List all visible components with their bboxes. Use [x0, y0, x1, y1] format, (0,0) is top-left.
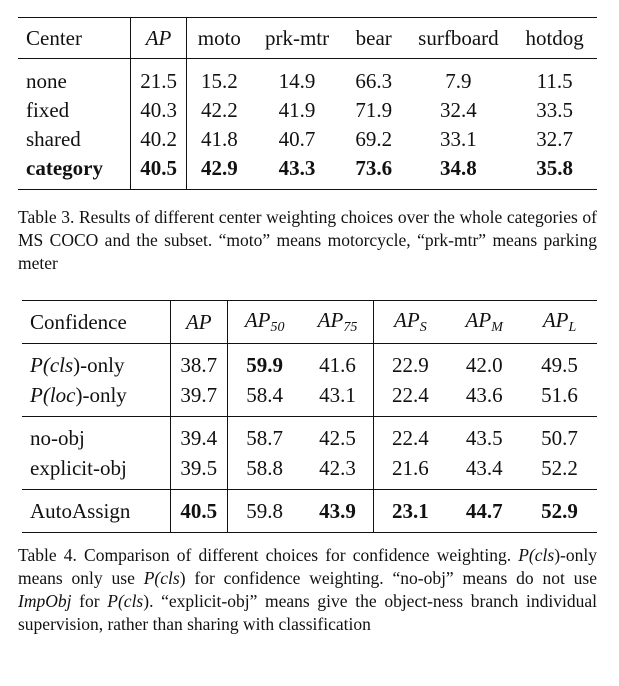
- cell: 40.3: [130, 96, 187, 125]
- header-confidence: Confidence: [22, 301, 170, 344]
- cell: 41.6: [302, 344, 374, 381]
- cell: 7.9: [445, 69, 472, 93]
- cell: 59.9: [246, 352, 284, 377]
- table-row: [22, 490, 597, 533]
- table-3: [18, 17, 597, 190]
- table-row: [18, 154, 597, 190]
- cell: 32.4: [440, 98, 477, 122]
- cell: 43.6: [465, 382, 503, 407]
- header-moto: moto: [197, 25, 241, 50]
- table-row: [22, 417, 597, 454]
- cell: 41.9: [278, 98, 316, 122]
- cell: 58.8: [246, 455, 284, 480]
- row-label: category: [18, 154, 130, 190]
- cell: 40.7: [278, 127, 316, 151]
- header-ap50: $AP_{50}$: [244, 308, 285, 335]
- table-row: [22, 453, 597, 490]
- cell: 44.7: [465, 498, 503, 523]
- row-label: fixed: [18, 96, 130, 125]
- row-label: P(loc)-only: [22, 380, 170, 417]
- header-prk-mtr: prk-mtr: [264, 25, 330, 50]
- cell: 42.5: [302, 417, 374, 454]
- cell: 43.1: [302, 380, 374, 417]
- cell: 21.5: [130, 59, 187, 97]
- cell: 42.0: [465, 352, 503, 377]
- header-aps: $AP_S$: [394, 308, 427, 335]
- cell: 41.8: [200, 127, 238, 151]
- cell: 40.2: [130, 125, 187, 154]
- cell: 42.9: [200, 156, 238, 180]
- cell: 22.4: [391, 425, 429, 450]
- table-row: [22, 344, 597, 381]
- row-label: no-obj: [22, 417, 170, 454]
- row-label: none: [18, 59, 130, 97]
- table-4-caption: Table 4. Comparison of different choices for confidence weighting. P(cls)-only means only use P(cls) for confidence weighting. “no-obj” means do not use ImpObj for P(cls). “explicit-obj” means give the object-ness branch individual supervision, rather than sharing with classification: [18, 545, 598, 634]
- cell: 71.9: [355, 98, 393, 122]
- row-label: P(cls)-only: [22, 344, 170, 381]
- row-label: shared: [18, 125, 130, 154]
- table-row: [22, 380, 597, 417]
- header-apl: $AP_L$: [542, 308, 577, 335]
- table-row: [18, 96, 597, 125]
- cell: 69.2: [355, 127, 393, 151]
- table-3-header-row: [18, 18, 597, 59]
- cell: 40.5: [170, 490, 227, 533]
- cell: 52.9: [541, 498, 578, 523]
- cell: 43.9: [302, 490, 374, 533]
- header-surfboard: surfboard: [418, 25, 499, 50]
- header-ap75: $AP_{75}$: [302, 301, 374, 344]
- cell: 14.9: [278, 69, 316, 93]
- header-apm: $AP_M$: [465, 308, 503, 335]
- header-ap: AP: [130, 18, 187, 59]
- cell: 73.6: [355, 156, 393, 180]
- cell: 39.7: [170, 380, 227, 417]
- cell: 22.9: [391, 352, 429, 377]
- cell: 50.7: [541, 425, 578, 450]
- header-bear: bear: [355, 25, 392, 50]
- cell: 58.7: [246, 425, 284, 450]
- cell: 52.2: [541, 455, 578, 480]
- cell: 59.8: [246, 498, 284, 523]
- cell: 42.3: [302, 453, 374, 490]
- row-label: explicit-obj: [22, 453, 170, 490]
- header-hotdog: hotdog: [525, 25, 584, 50]
- cell: 39.5: [170, 453, 227, 490]
- cell: 21.6: [391, 455, 429, 480]
- cell: 66.3: [355, 69, 393, 93]
- table-row: [18, 59, 597, 97]
- cell: 39.4: [170, 417, 227, 454]
- cell: 43.3: [278, 156, 316, 180]
- cell: 43.4: [465, 455, 503, 480]
- table-3-caption: Table 3. Results of different center weighting choices over the whole categories of MS COCO and the subset. “moto” means motorcycle, “prk-mtr” means parking meter: [18, 207, 597, 273]
- cell: 42.2: [200, 98, 238, 122]
- table-row: [18, 125, 597, 154]
- cell: 22.4: [391, 382, 429, 407]
- cell: 23.1: [391, 498, 429, 523]
- cell: 33.1: [440, 127, 477, 151]
- row-label: AutoAssign: [22, 490, 170, 533]
- cell: 38.7: [170, 344, 227, 381]
- cell: 11.5: [536, 69, 573, 93]
- cell: 58.4: [246, 382, 284, 407]
- cell: 15.2: [200, 69, 238, 93]
- header-ap: AP: [170, 301, 227, 344]
- cell: 40.5: [130, 154, 187, 190]
- cell: 51.6: [541, 382, 578, 407]
- cell: 35.8: [536, 156, 573, 180]
- cell: 34.8: [440, 156, 477, 180]
- cell: 33.5: [536, 98, 573, 122]
- cell: 32.7: [536, 127, 573, 151]
- cell: 43.5: [465, 425, 503, 450]
- header-center: Center: [18, 18, 130, 59]
- cell: 49.5: [541, 352, 578, 377]
- table-4-header-row: [22, 301, 597, 344]
- table-4: [22, 300, 597, 533]
